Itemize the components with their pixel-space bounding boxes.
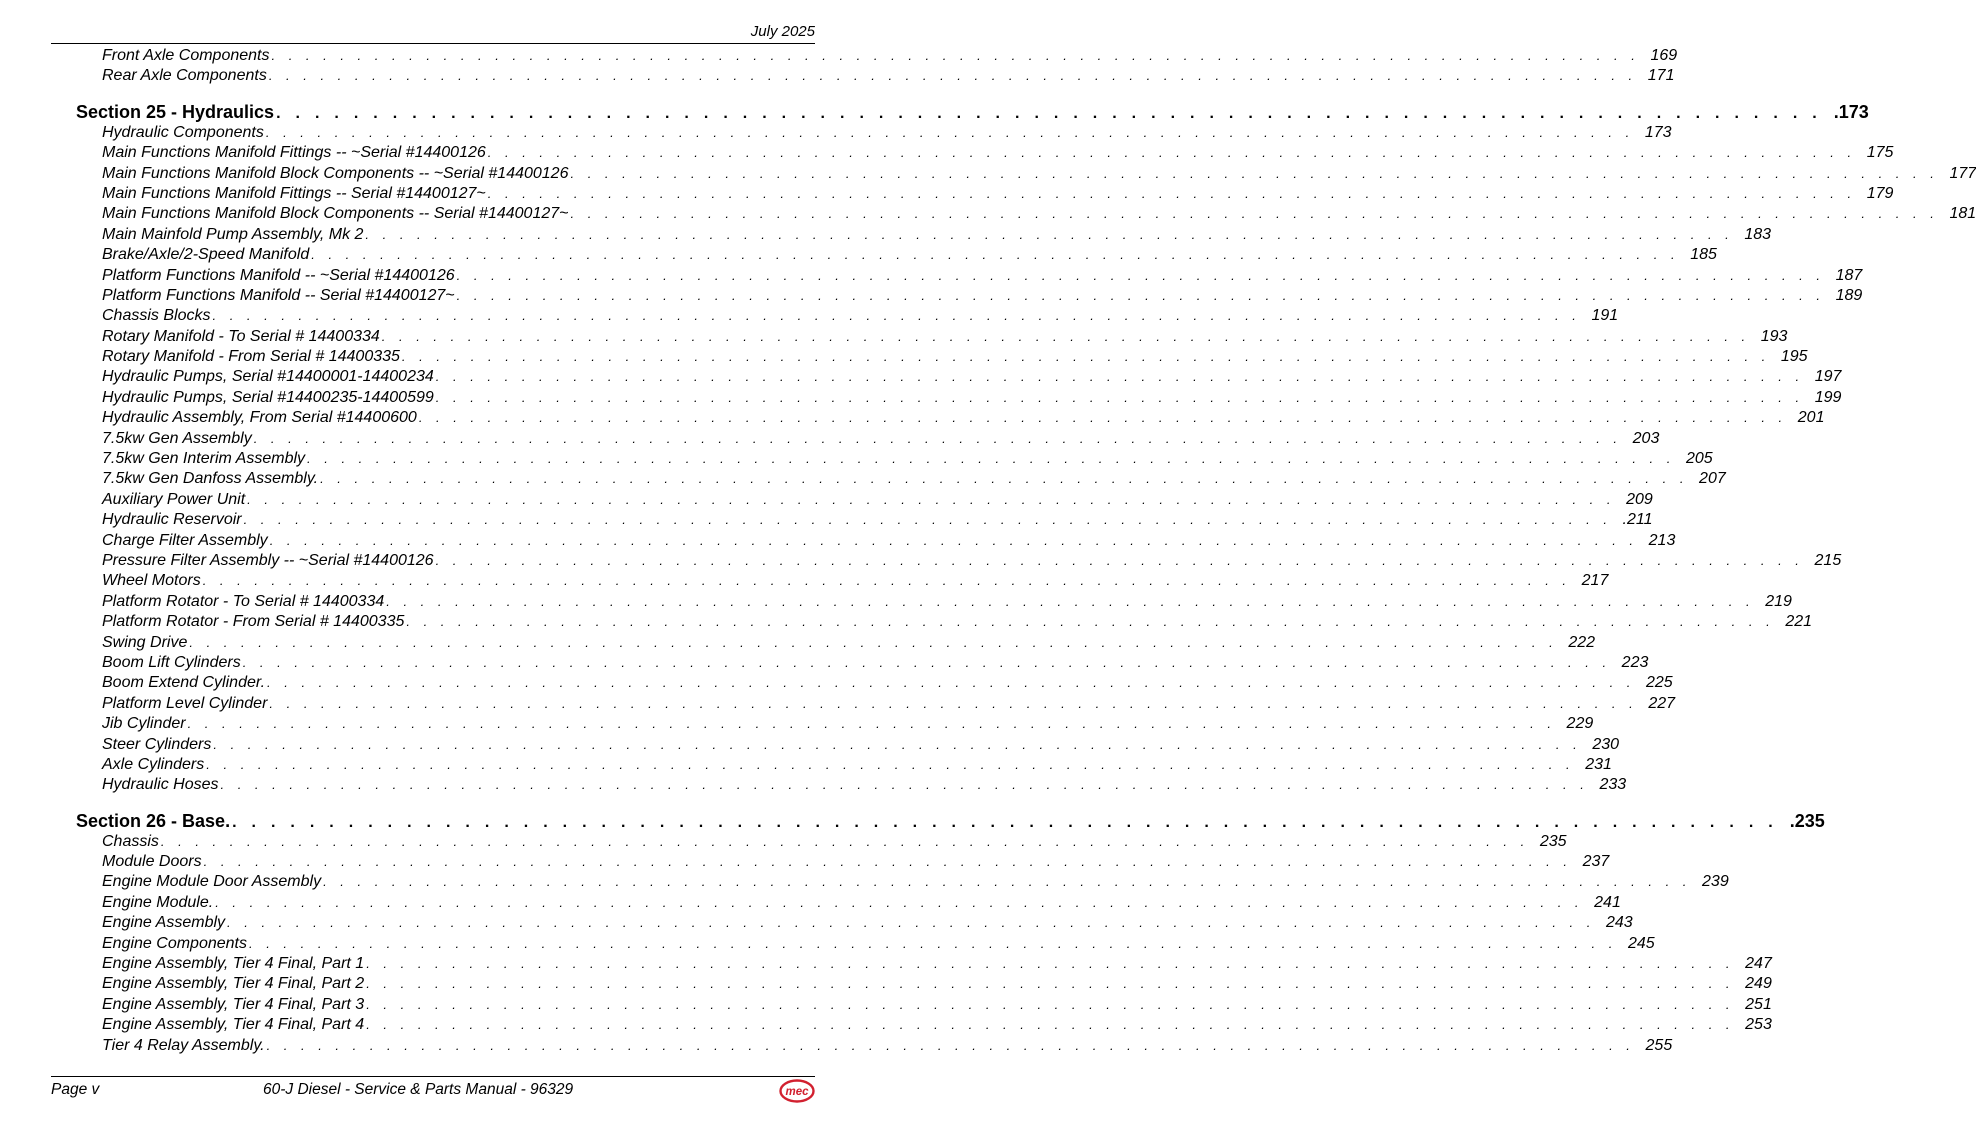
- toc-entry-title: Engine Assembly, Tier 4 Final, Part 4: [102, 1016, 365, 1034]
- section-heading-title: Section 25 - Hydraulics: [76, 101, 275, 122]
- toc-entry-page: 181: [1949, 205, 1976, 223]
- toc-entry-title: Engine Assembly: [102, 914, 226, 932]
- toc-entry-title: Wheel Motors: [102, 572, 201, 590]
- toc-entry-page: 189: [1835, 286, 1863, 304]
- toc-entry-title: Axle Cylinders: [102, 755, 205, 773]
- toc-entry-title: Main Mainfold Pump Assembly, Mk 2: [102, 225, 364, 243]
- toc-entry-title: Engine Module Door Assembly: [102, 873, 322, 891]
- dot-leader: ................................................................................: [487, 185, 1865, 201]
- toc-entry[interactable]: [51, 490, 1653, 511]
- toc-entry-title: Engine Assembly, Tier 4 Final, Part 3: [102, 995, 365, 1013]
- toc-entry[interactable]: [51, 873, 1729, 893]
- toc-entry-title: Platform Rotator - From Serial # 14400335: [102, 613, 405, 631]
- toc-entry[interactable]: [51, 633, 1596, 654]
- bottom-divider: [51, 1076, 815, 1077]
- dot-leader: ................................................................................: [406, 614, 1784, 630]
- toc-entry[interactable]: [51, 388, 1842, 409]
- toc-entry[interactable]: [51, 67, 1675, 87]
- toc-entry-title: Pressure Filter Assembly -- ~Serial #14400126: [102, 551, 434, 569]
- toc-entry-title: Hydraulic Hoses: [102, 776, 219, 794]
- dot-leader: ................................................................................: [189, 634, 1567, 650]
- toc-entry-page: 239: [1702, 873, 1729, 891]
- toc-entry-title: 7.5kw Gen Interim Assembly: [102, 450, 306, 468]
- toc-entry[interactable]: [51, 144, 1894, 164]
- toc-entry[interactable]: [51, 694, 1676, 715]
- dot-leader: ................................................................................: [366, 956, 1744, 972]
- toc-entry-page: 209: [1626, 490, 1653, 508]
- toc-entry-title: Charge Filter Assembly: [102, 531, 268, 549]
- dot-leader: ................................................................................: [570, 165, 1948, 181]
- dot-leader: ................................................................................: [570, 206, 1948, 222]
- dot-leader: ................................................................................: [307, 451, 1684, 467]
- toc-entry-title: Rear Axle Components: [102, 67, 267, 85]
- toc-entry-page: 169: [1650, 47, 1678, 64]
- dot-leader: ................................................................................: [366, 976, 1744, 992]
- toc-entry[interactable]: [51, 123, 1672, 144]
- toc-entry-page: 177: [1949, 164, 1976, 182]
- dot-leader: ................................................................................: [160, 833, 1538, 849]
- toc-entry[interactable]: [51, 470, 1726, 490]
- toc-entry-page: 255: [1645, 1036, 1673, 1054]
- dot-leader: ................................................................................: [267, 675, 1644, 691]
- dot-leader: ................................................................................: [435, 369, 1813, 385]
- dot-leader: ................................................................................: [243, 512, 1621, 528]
- dot-leader: ................................................................................: [220, 777, 1598, 793]
- toc-entry[interactable]: [51, 368, 1842, 388]
- dot-leader: ................................................................................: [323, 874, 1701, 890]
- toc-entry[interactable]: [51, 853, 1610, 873]
- toc-entry-page: 203: [1632, 429, 1660, 447]
- dot-leader: ................................................................................: [212, 308, 1590, 324]
- toc-entry-page: 205: [1685, 450, 1713, 468]
- toc-entry-page: 229: [1566, 715, 1594, 733]
- toc-entry-page: 213: [1648, 531, 1676, 549]
- toc-entry[interactable]: [51, 955, 1772, 975]
- toc-entry[interactable]: [51, 409, 1825, 429]
- toc-entry-title: Hydraulic Pumps, Serial #14400001-14400234: [102, 368, 434, 386]
- toc-entry-title: Tier 4 Relay Assembly.: [102, 1036, 265, 1054]
- toc-entry-title: Chassis: [102, 832, 159, 850]
- dot-leader: ................................................................................: [381, 328, 1759, 344]
- toc-entry[interactable]: [51, 715, 1594, 735]
- dot-leader: ................................................................................: [187, 716, 1565, 732]
- toc-entry-page: 191: [1591, 307, 1619, 325]
- toc-entry[interactable]: [51, 246, 1717, 266]
- toc-entry-title: Engine Components: [102, 934, 247, 952]
- toc-entry-page: 173: [1644, 123, 1672, 141]
- toc-entry-page: 251: [1745, 995, 1772, 1013]
- toc-entry-title: Main Functions Manifold Block Components -- Serial #14400127~: [102, 205, 569, 223]
- toc-entry-title: Auxiliary Power Unit: [102, 490, 246, 508]
- dot-leader: ................................................................................: [203, 854, 1581, 870]
- toc-entry-page: 183: [1744, 225, 1772, 243]
- manual-title: 60-J Diesel - Service & Parts Manual - 96329: [263, 1081, 574, 1098]
- toc-entry-page: 221: [1785, 613, 1813, 631]
- toc-entry-title: Platform Level Cylinder: [102, 694, 268, 712]
- toc-entry-page: 179: [1866, 184, 1894, 202]
- toc-entry-title: Hydraulic Pumps, Serial #14400235-14400599: [102, 388, 434, 406]
- toc-entry-page: 235: [1539, 832, 1567, 850]
- toc-entry-page: 227: [1648, 694, 1676, 712]
- toc-entry-page: 230: [1592, 735, 1620, 753]
- toc-entry-title: Main Functions Manifold Block Components -- ~Serial #14400126: [102, 164, 569, 182]
- toc-entry[interactable]: [51, 1036, 1673, 1057]
- toc-entry[interactable]: [51, 266, 1863, 287]
- toc-entry-page: 225: [1646, 674, 1673, 692]
- toc-entry-title: Main Functions Manifold Fittings -- ~Serial #14400126: [102, 144, 486, 162]
- toc-entry-page: 231: [1585, 755, 1612, 773]
- toc-entry-page: 241: [1594, 893, 1621, 911]
- toc-entry-title: Brake/Axle/2-Speed Manifold: [102, 246, 310, 264]
- section-heading[interactable]: [51, 101, 1869, 124]
- dot-leader: ................................................................................: [265, 124, 1643, 140]
- toc-entry-page: 219: [1765, 592, 1792, 610]
- toc-entry-page: 195: [1780, 348, 1808, 366]
- dot-leader: ................................................................................: [456, 267, 1834, 283]
- toc-entry[interactable]: [51, 47, 1678, 67]
- toc-entry-page: 171: [1647, 67, 1675, 85]
- toc-entry[interactable]: [51, 674, 1673, 694]
- toc-entry[interactable]: [51, 653, 1649, 674]
- toc-entry-page: 245: [1627, 934, 1655, 952]
- dot-leader: ................................................................................: [456, 287, 1834, 303]
- dot-leader: ................................................................................: [386, 593, 1764, 609]
- toc-entry[interactable]: [51, 551, 1842, 572]
- dot-leader: ................................................................................: [206, 756, 1584, 772]
- toc-entry[interactable]: [51, 755, 1612, 776]
- toc-entry[interactable]: [51, 531, 1676, 552]
- toc-entry[interactable]: [51, 914, 1633, 934]
- dot-leader: ................................................................................: [227, 915, 1604, 931]
- toc-entry-page: 233: [1599, 776, 1627, 794]
- top-divider: [51, 43, 815, 44]
- toc-entry[interactable]: [51, 893, 1621, 914]
- dot-leader: ................................................................................: [418, 410, 1796, 426]
- toc-entry[interactable]: [51, 572, 1609, 592]
- toc-entry-page: 222: [1568, 633, 1596, 651]
- dot-leader: ................................................................................: [269, 532, 1647, 548]
- dot-leader: ................................................................................: [247, 491, 1625, 507]
- toc-entry-page: 249: [1745, 975, 1772, 993]
- toc-entry-title: Boom Lift Cylinders: [102, 653, 241, 671]
- toc-entry-title: 7.5kw Gen Assembly: [102, 429, 252, 447]
- toc-entry-title: Engine Assembly, Tier 4 Final, Part 2: [102, 975, 365, 993]
- dot-leader: ................................................................................: [435, 552, 1813, 568]
- toc-entry-page: 223: [1621, 653, 1649, 671]
- toc-entry-page: .211: [1622, 511, 1653, 529]
- footer: [51, 1079, 815, 1105]
- toc-entry[interactable]: [51, 995, 1772, 1016]
- toc-entry[interactable]: [51, 429, 1660, 450]
- toc-entry[interactable]: [51, 184, 1894, 205]
- section-heading-page: .173: [1833, 101, 1869, 122]
- toc-entry-title: Rotary Manifold - To Serial # 14400334: [102, 327, 380, 345]
- toc-entry-page: 217: [1581, 572, 1609, 590]
- section-heading-page: .235: [1789, 810, 1825, 831]
- toc-entry-title: Boom Extend Cylinder.: [102, 674, 266, 692]
- toc-entry-title: Chassis Blocks: [102, 307, 211, 325]
- toc-entry[interactable]: [51, 164, 1976, 185]
- dot-leader: ................................................................................: [266, 1037, 1644, 1053]
- toc-entry-title: Rotary Manifold - From Serial # 14400335: [102, 348, 400, 366]
- toc-entry-page: 215: [1814, 551, 1842, 569]
- dot-leader: ................................................................................: [487, 145, 1865, 161]
- toc-entry-title: Hydraulic Components: [102, 123, 264, 141]
- toc-entry[interactable]: [51, 205, 1976, 225]
- toc-entry[interactable]: [51, 307, 1619, 327]
- toc-entry[interactable]: [51, 592, 1792, 613]
- dot-leader: ................................................................................: [232, 813, 1788, 831]
- dot-leader: ................................................................................: [320, 471, 1698, 487]
- toc-entry-title: Hydraulic Assembly, From Serial #14400600: [102, 409, 417, 427]
- dot-leader: ................................................................................: [366, 1017, 1744, 1033]
- dot-leader: ................................................................................: [276, 104, 1832, 122]
- dot-leader: ................................................................................: [365, 226, 1743, 242]
- toc-entry-page: 237: [1582, 853, 1610, 871]
- header-date: July 2025: [750, 23, 815, 40]
- toc-entry-page: 247: [1745, 955, 1772, 973]
- toc-entry-title: Platform Functions Manifold -- Serial #14400127~: [102, 286, 455, 304]
- dot-leader: ................................................................................: [253, 430, 1631, 446]
- dot-leader: ................................................................................: [248, 935, 1626, 951]
- dot-leader: ................................................................................: [202, 573, 1580, 589]
- toc-entry-title: Main Functions Manifold Fittings -- Serial #14400127~: [102, 184, 486, 202]
- toc-entry[interactable]: [51, 511, 1653, 531]
- toc-entry-page: 201: [1797, 409, 1825, 427]
- dot-leader: ................................................................................: [401, 349, 1779, 365]
- section-heading[interactable]: [51, 810, 1825, 833]
- dot-leader: ................................................................................: [271, 48, 1649, 63]
- toc-entry-title: Jib Cylinder: [102, 715, 186, 733]
- toc-entry[interactable]: [51, 934, 1655, 955]
- toc-entry-page: 187: [1835, 266, 1863, 284]
- toc-entry[interactable]: [51, 450, 1713, 470]
- toc-entry-page: 207: [1699, 470, 1726, 488]
- toc-entry[interactable]: [51, 776, 1627, 796]
- toc-entry[interactable]: [51, 225, 1772, 246]
- dot-leader: ................................................................................: [435, 389, 1813, 405]
- toc-entry[interactable]: [51, 286, 1863, 307]
- dot-leader: ................................................................................: [366, 996, 1744, 1012]
- toc-entry[interactable]: [51, 832, 1567, 853]
- dot-leader: ................................................................................: [242, 654, 1620, 670]
- mec-logo-icon: [779, 1079, 815, 1103]
- toc-entry[interactable]: [51, 327, 1788, 348]
- toc-entry-title: 7.5kw Gen Danfoss Assembly.: [102, 470, 319, 488]
- toc-entry-title: Engine Assembly, Tier 4 Final, Part 1: [102, 955, 365, 973]
- toc-entry-page: 243: [1605, 914, 1633, 932]
- table-of-contents: [51, 47, 1976, 1057]
- toc-entry-page: 253: [1745, 1016, 1772, 1034]
- toc-entry[interactable]: [51, 735, 1620, 756]
- dot-leader: ................................................................................: [215, 894, 1593, 910]
- toc-entry-title: Hydraulic Reservoir: [102, 511, 242, 529]
- toc-entry-title: Platform Functions Manifold -- ~Serial #14400126: [102, 266, 455, 284]
- toc-entry-title: Platform Rotator - To Serial # 14400334: [102, 592, 385, 610]
- dot-leader: ................................................................................: [213, 736, 1591, 752]
- toc-entry[interactable]: [51, 348, 1808, 368]
- toc-entry-page: 175: [1866, 144, 1894, 162]
- toc-entry-page: 199: [1814, 388, 1842, 406]
- toc-entry-page: 193: [1760, 327, 1788, 345]
- toc-entry-title: Engine Module.: [102, 893, 214, 911]
- dot-leader: ................................................................................: [268, 68, 1646, 84]
- section-heading-title: Section 26 - Base.: [76, 810, 231, 831]
- toc-entry[interactable]: [51, 975, 1772, 995]
- toc-entry-title: Steer Cylinders: [102, 735, 212, 753]
- dot-leader: ................................................................................: [269, 695, 1647, 711]
- toc-entry-title: Swing Drive: [102, 633, 188, 651]
- toc-entry-page: 197: [1814, 368, 1842, 386]
- dot-leader: ................................................................................: [311, 247, 1689, 263]
- toc-entry-page: 185: [1690, 246, 1717, 264]
- toc-entry[interactable]: [51, 613, 1813, 633]
- page-number: Page v: [51, 1081, 100, 1098]
- toc-entry[interactable]: [51, 1016, 1772, 1036]
- svg-text:mec: mec: [785, 1085, 809, 1098]
- toc-entry-title: Front Axle Components: [102, 47, 270, 64]
- toc-entry-title: Module Doors: [102, 853, 202, 871]
